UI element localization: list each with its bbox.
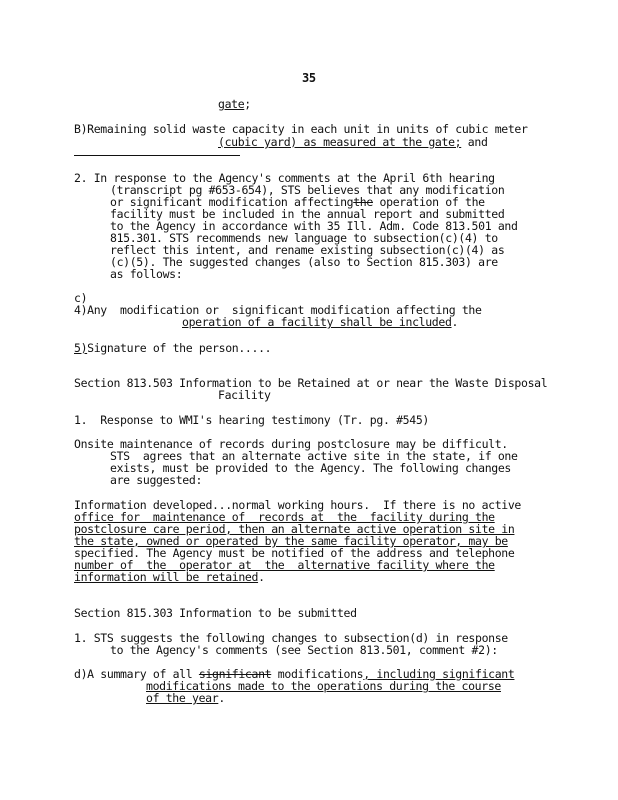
item2-line-6: 815.301. STS recommends new language to subsection(c)(4) to (110, 231, 498, 245)
info-line-1: Information developed...normal working hours. If there is no active (74, 498, 522, 512)
section-815-heading: Section 815.303 Information to be submitted (74, 606, 357, 620)
d-line-3 (146, 692, 225, 705)
info-line-5: specified. The Agency must be notified of the address and telephone (74, 546, 515, 560)
d-line-1-start: d)A summary of all (74, 667, 199, 681)
divider-line (74, 155, 240, 156)
info-line-3: postclosure care period, then an alternate active operation site in (74, 522, 515, 536)
signature-line (74, 342, 271, 355)
item2-line-2: (transcript pg #653-654), STS believes that any modification (110, 183, 505, 197)
d-line-3-tail: . (218, 691, 225, 705)
item2-line-4: facility must be included in the annual report and submitted (110, 207, 505, 221)
d-line-2: modifications made to the operations during the course (146, 679, 501, 693)
item2-line-3-strike: the (353, 195, 373, 209)
section-813-item-1: 1. Response to WMI's hearing testimony (Tr. pg. #545) (74, 413, 429, 427)
d-line-1-strike: significant (198, 667, 272, 681)
item2-line-7: reflect this intent, and rename existing subsection(c)(4) as (110, 243, 505, 257)
gate-tail: ; (244, 97, 251, 111)
c-line-2-underlined: operation of a facility shall be included (182, 315, 452, 329)
item2-line-9: as follows: (110, 267, 183, 281)
item2-line-5: to the Agency in accordance with 35 Ill. Adm. Code 813.501 and (110, 219, 518, 233)
gate-line (218, 98, 251, 111)
item2-line-8: (c)(5). The suggested changes (also to Section 815.303) are (110, 255, 498, 269)
c-label: c) (74, 291, 88, 305)
section-813-heading: Section 813.503 Information to be Retained at or near the Waste Disposal (74, 376, 548, 390)
d-line-1-mid: modifications (271, 667, 364, 681)
b-line-2-tail: and (461, 135, 488, 149)
d-line-1-underlined: , including significant (363, 667, 515, 681)
signature-text: Signature of the person..... (87, 341, 272, 355)
info-line-7-tail: . (258, 570, 265, 584)
onsite-line-1: Onsite maintenance of records during postclosure may be difficult. (74, 437, 508, 451)
page-number: 35 (302, 71, 316, 85)
onsite-line-3: exists, must be provided to the Agency. The following changes (110, 461, 511, 475)
info-line-6: number of the operator at the alternative facility where the (74, 558, 495, 572)
d-line-3-underlined: of the year (146, 691, 219, 705)
section-815-item-1: 1. STS suggests the following changes to subsection(d) in response (74, 631, 508, 645)
item2-line-1: 2. In response to the Agency's comments at the April 6th hearing (74, 171, 495, 185)
item2-line-3-text: or significant modification affecting (110, 195, 354, 209)
info-line-4: the state, owned or operated by the same facility operator, may be (74, 534, 508, 548)
info-line-7 (74, 571, 265, 584)
onsite-line-2: STS agrees that an alternate active site in the state, if one (110, 449, 518, 463)
onsite-line-4: are suggested: (110, 473, 203, 487)
b-line-2-underlined: (cubic yard) as measured at the gate; (218, 135, 462, 149)
b-line-2 (218, 136, 488, 149)
section-815-item-1-cont: to the Agency's comments (see Section 813.501, comment #2): (110, 643, 498, 657)
b-line-1: B)Remaining solid waste capacity in each unit in units of cubic meter (74, 122, 528, 136)
signature-number: 5) (74, 341, 88, 355)
item2-line-3-tail: operation of the (372, 195, 485, 209)
c-line-2 (182, 316, 458, 329)
c-line-2-tail: . (451, 315, 459, 329)
info-line-2: office for maintenance of records at the facility during the (74, 510, 495, 524)
info-line-7-underlined: information will be retained (74, 570, 259, 584)
c-line-1: 4)Any modification or significant modification affecting the (74, 303, 482, 317)
gate-text: gate (218, 97, 245, 111)
section-813-heading-cont: Facility (218, 388, 271, 402)
